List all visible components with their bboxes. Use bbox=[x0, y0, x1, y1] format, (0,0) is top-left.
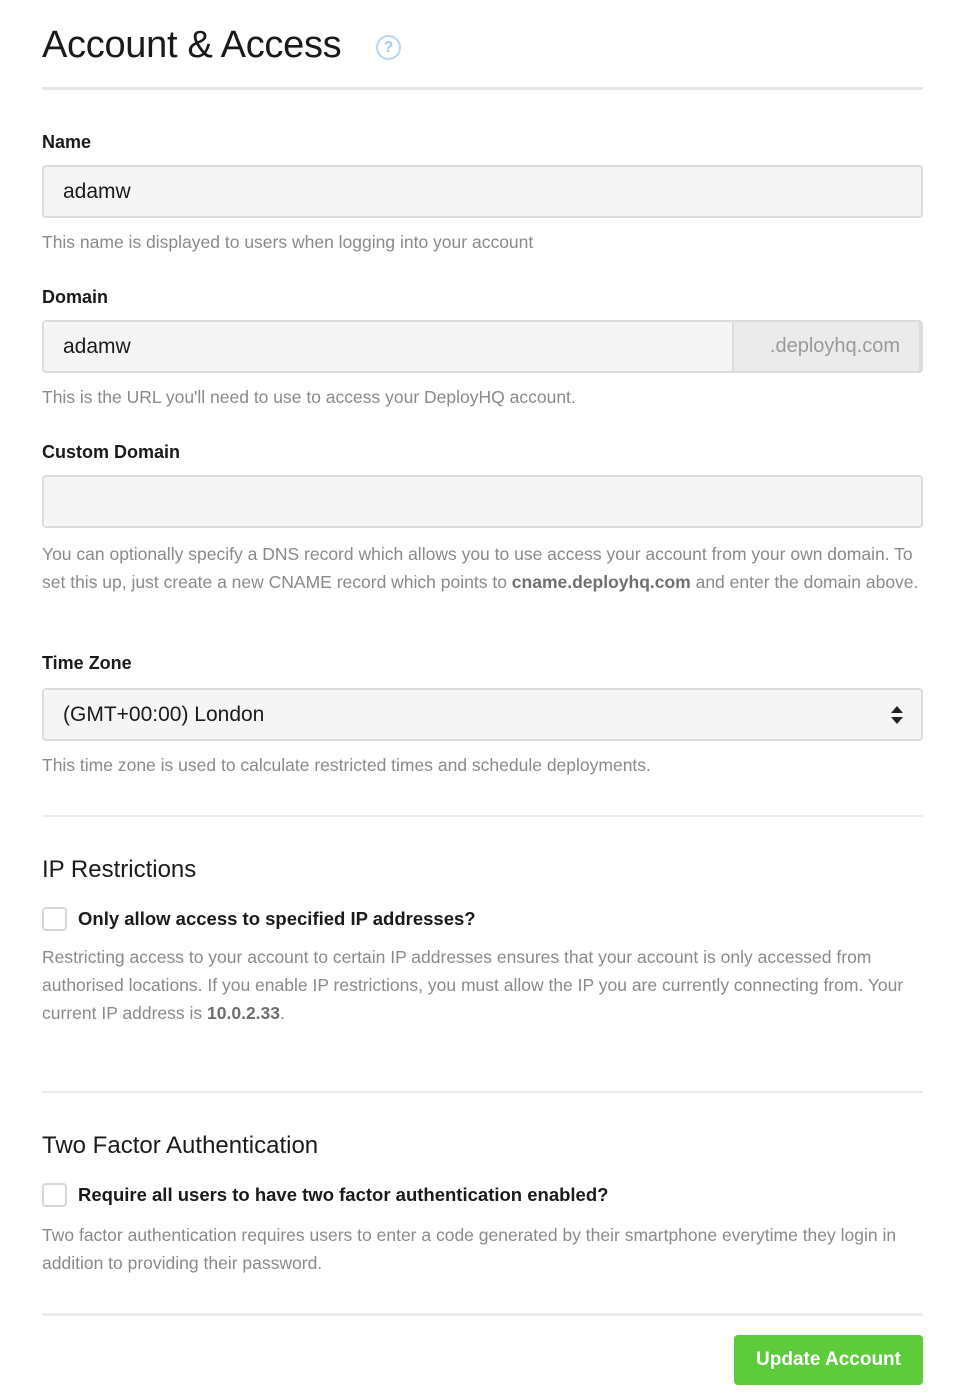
current-ip-address: 10.0.2.33 bbox=[207, 1003, 281, 1023]
section-divider bbox=[42, 1091, 923, 1093]
custom-domain-hint-text: You can optionally specify a DNS record which allows you to use access your account from your own domain. To set this up, just create a new CNAME record which points to bbox=[42, 544, 913, 592]
time-zone-select[interactable] bbox=[42, 688, 923, 741]
footer-divider bbox=[42, 1313, 923, 1316]
cname-target: cname.deployhq.com bbox=[511, 572, 691, 592]
custom-domain-hint bbox=[42, 540, 923, 596]
domain-input-value: adamw bbox=[63, 335, 131, 358]
two-factor-label[interactable]: Require all users to have two factor authentication enabled? bbox=[78, 1184, 609, 1205]
ip-restriction-hint-end: . bbox=[280, 1003, 285, 1023]
ip-restrictions-title: IP Restrictions bbox=[42, 856, 197, 883]
section-divider bbox=[42, 815, 923, 817]
two-factor-title: Two Factor Authentication bbox=[42, 1132, 319, 1159]
page-header bbox=[42, 20, 923, 90]
name-hint: This name is displayed to users when logging into your account bbox=[42, 232, 534, 252]
two-factor-checkbox[interactable] bbox=[42, 1183, 67, 1207]
custom-domain-input[interactable] bbox=[42, 475, 923, 528]
domain-hint: This is the URL you'll need to use to access your DeployHQ account. bbox=[42, 387, 576, 407]
page-title: Account & Access bbox=[42, 24, 342, 66]
name-label: Name bbox=[42, 132, 92, 152]
ip-restriction-hint bbox=[42, 943, 923, 1027]
help-icon[interactable]: ? bbox=[376, 35, 401, 60]
domain-label: Domain bbox=[42, 287, 109, 307]
custom-domain-hint-end: and enter the domain above. bbox=[690, 572, 919, 592]
custom-domain-label: Custom Domain bbox=[42, 442, 181, 462]
name-input-value: adamw bbox=[63, 180, 131, 203]
ip-restriction-checkbox[interactable] bbox=[42, 907, 67, 931]
ip-restriction-label[interactable]: Only allow access to specified IP addresses? bbox=[78, 908, 476, 929]
time-zone-selected: (GMT+00:00) London bbox=[63, 703, 265, 726]
select-arrows-icon bbox=[891, 706, 903, 724]
domain-input[interactable] bbox=[42, 320, 923, 373]
ip-restriction-hint-text: Restricting access to your account to certain IP addresses ensures that your account is only accessed from authorised locations. If you enable IP restrictions, you must allow the IP you are currently connecting from. Your current IP address is bbox=[42, 947, 904, 1023]
time-zone-hint: This time zone is used to calculate restricted times and schedule deployments. bbox=[42, 755, 651, 775]
two-factor-hint: Two factor authentication requires users to enter a code generated by their smartphone everytime they login in addition to providing their password. bbox=[42, 1225, 897, 1273]
time-zone-label: Time Zone bbox=[42, 653, 132, 673]
update-account-button[interactable]: Update Account bbox=[734, 1335, 923, 1385]
name-input[interactable] bbox=[42, 165, 923, 218]
domain-suffix: .deployhq.com bbox=[732, 320, 921, 373]
